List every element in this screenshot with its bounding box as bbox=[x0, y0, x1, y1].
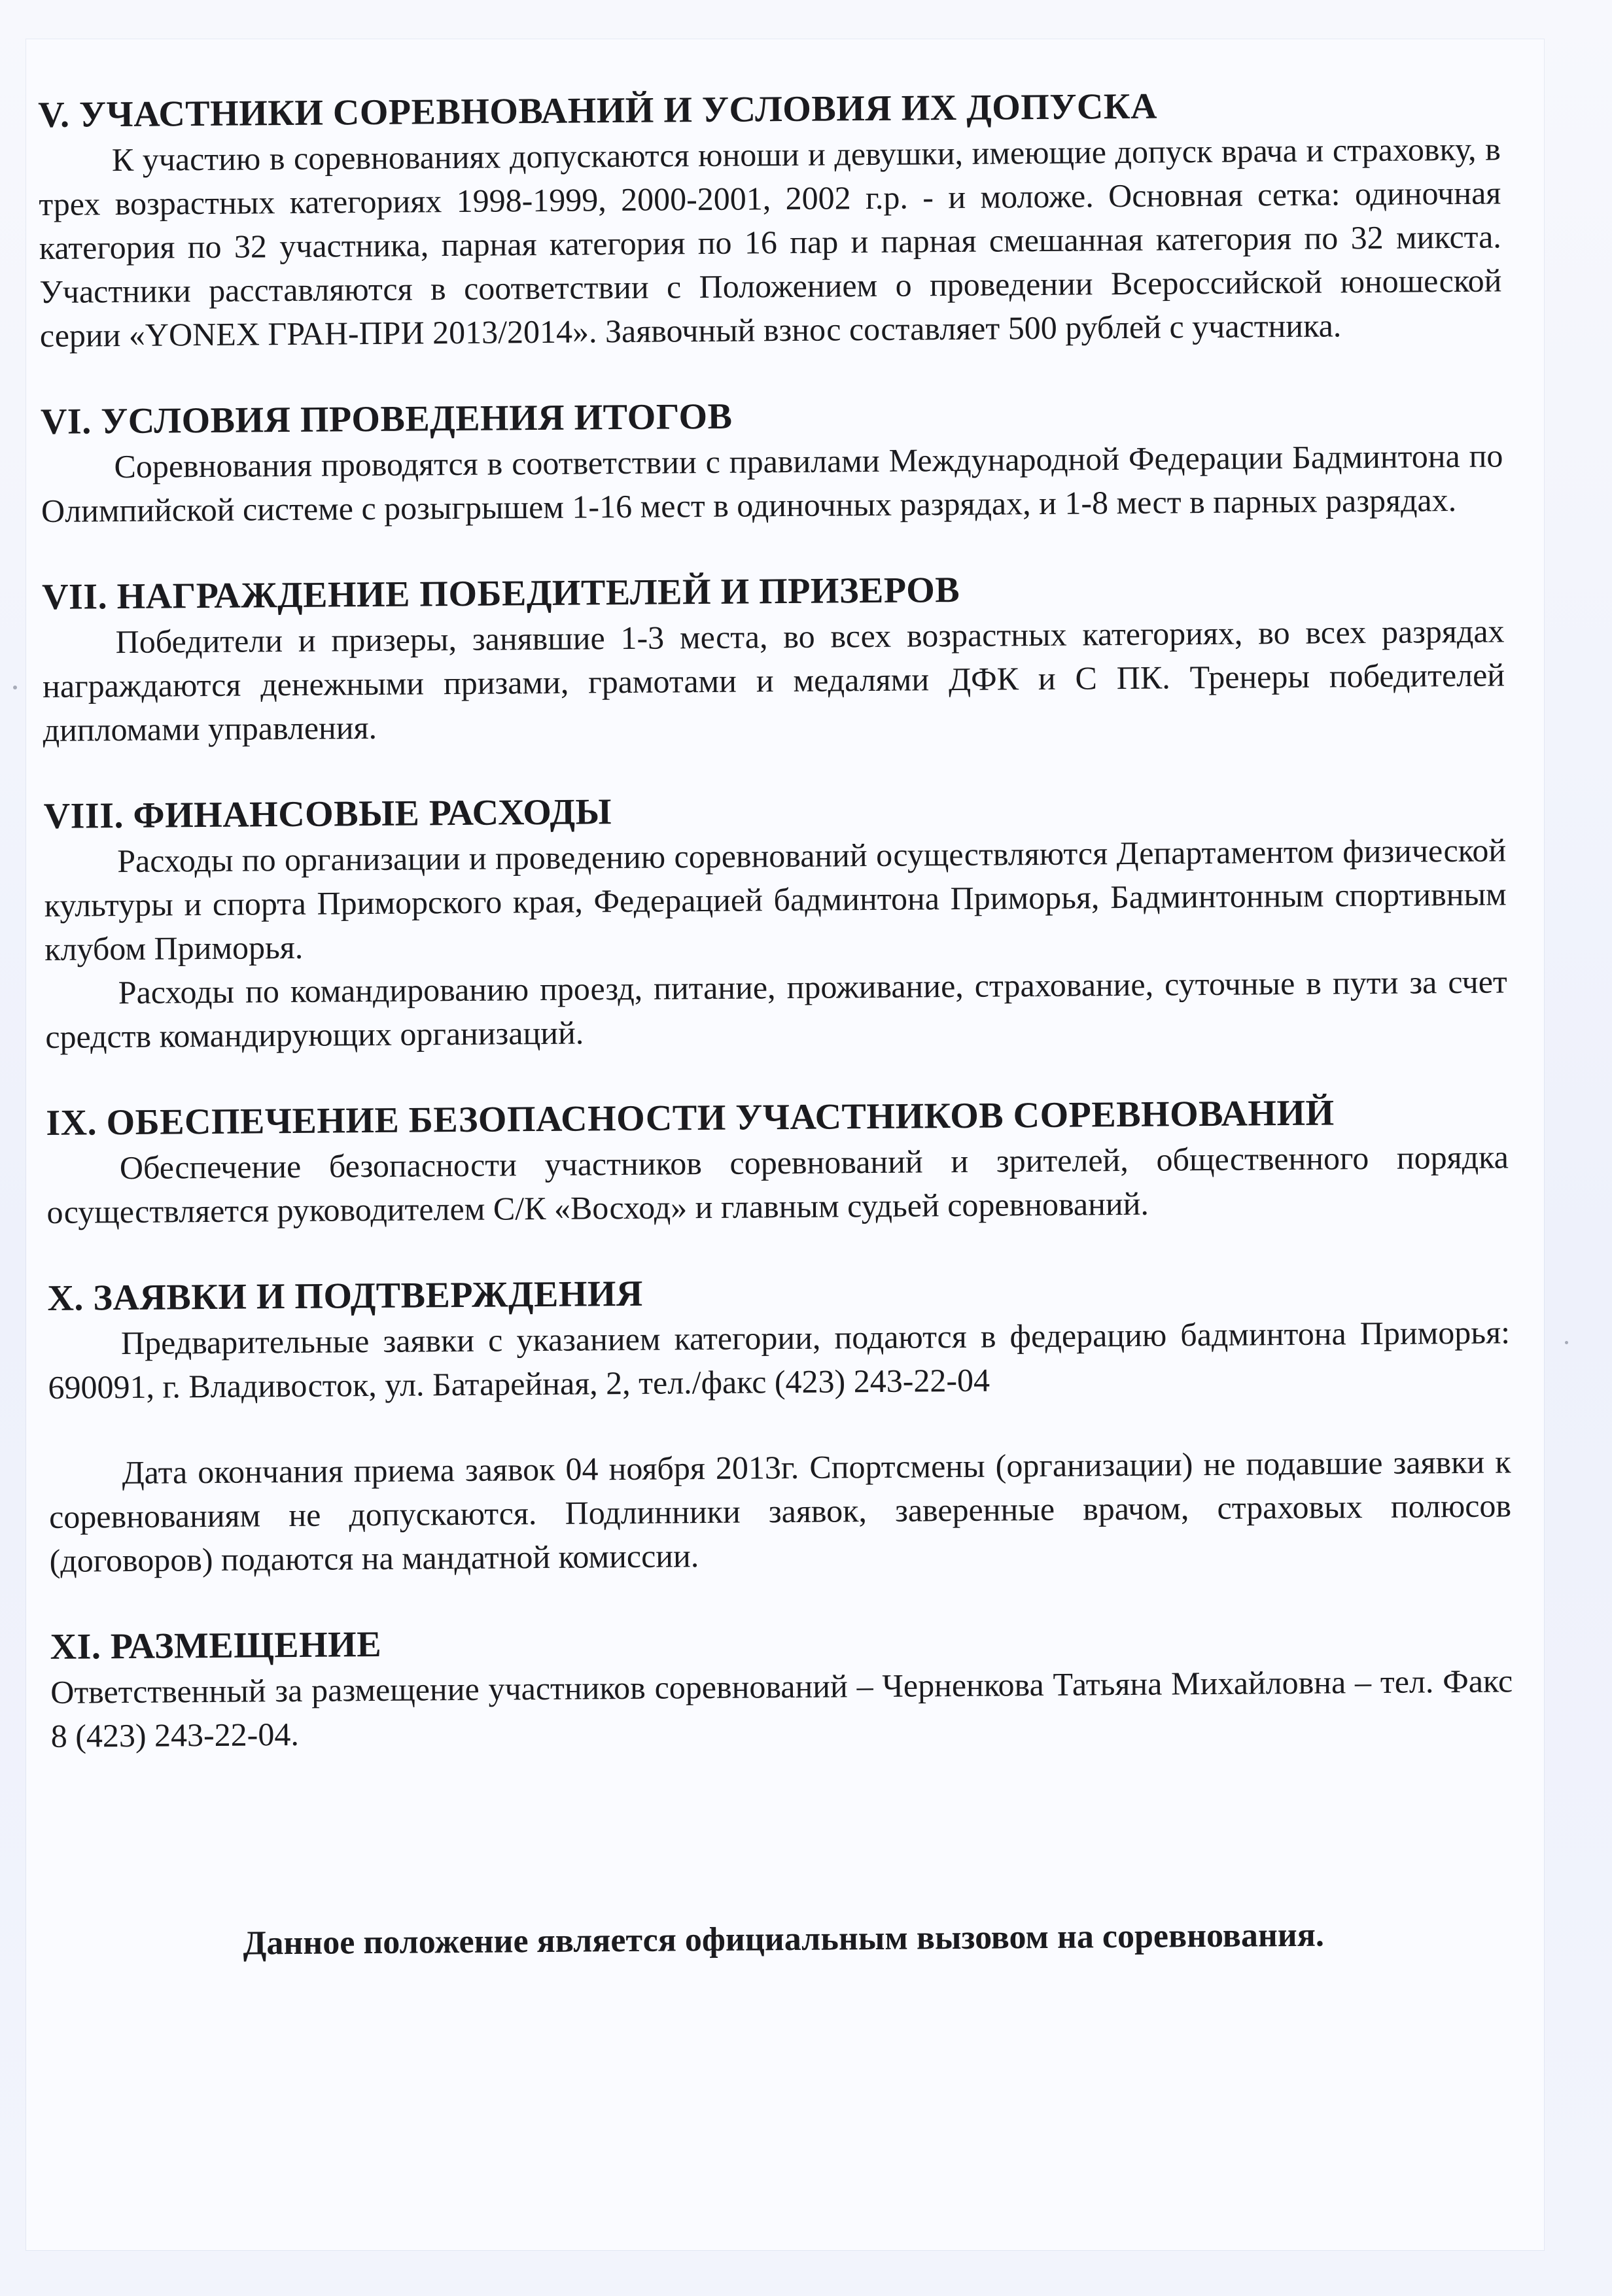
section-heading: VII. НАГРАЖДЕНИЕ ПОБЕДИТЕЛЕЙ И ПРИЗЕРОВ bbox=[41, 569, 960, 617]
section-heading: XI. РАЗМЕЩЕНИЕ bbox=[50, 1624, 382, 1667]
section-financial-expenses bbox=[43, 782, 1507, 1059]
section-paragraph: Предварительные заявки с указанием категории, подаются в федерацию бадминтона Приморья: 690091, г. Владивосток, ул. Батарейная, 2, тел./факс (423) 243-22-04 bbox=[48, 1313, 1511, 1406]
section-paragraph: Соревнования проводятся в соответствии с правилами Международной Федерации Бадминтона по Олимпийской системе с розыгрышем 1-16 мест в одиночных разрядах, и 1-8 мест в парных разрядах. bbox=[41, 437, 1503, 529]
section-applications bbox=[47, 1264, 1512, 1583]
section-heading: IX. ОБЕСПЕЧЕНИЕ БЕЗОПАСНОСТИ УЧАСТНИКОВ СОРЕВНОВАНИЙ bbox=[46, 1092, 1335, 1143]
section-accommodation bbox=[50, 1613, 1513, 1758]
section-heading: VIII. ФИНАНСОВЫЕ РАСХОДЫ bbox=[43, 791, 612, 837]
closing-statement: Данное положение является официальным вызовом на соревнования. bbox=[243, 1916, 1325, 1962]
section-safety bbox=[46, 1089, 1509, 1234]
scan-speck bbox=[1565, 1341, 1568, 1344]
section-awards bbox=[42, 563, 1505, 752]
section-heading: V. УЧАСТНИКИ СОРЕВНОВАНИЙ И УСЛОВИЯ ИХ ДОПУСКА bbox=[38, 86, 1158, 135]
section-heading: X. ЗАЯВКИ И ПОДТВЕРЖДЕНИЯ bbox=[47, 1273, 644, 1319]
section-paragraph: Дата окончания приема заявок 04 ноября 2013г. Спортсмены (организации) не подавшие заявки к соревнованиям не допускаются. Подлинники заявок, заверенные врачом, страховых полюсов (договоров) подаются на мандатной комиссии. bbox=[48, 1443, 1512, 1579]
section-paragraph: Расходы по командированию проезд, питание, проживание, страхование, суточные в пути за счет средств командирующих организаций. bbox=[45, 963, 1507, 1055]
section-paragraph: К участию в соревнованиях допускаются юноши и девушки, имеющие допуск врача и страховку, в трех возрастных категориях 1998-1999, 2000-2001, 2002 г.р. - и моложе. Основная сетка: одиночная категория по 32 участника, парная категория по 16 пар и парная смешанная категория по 32 микста. Участники расставляются в соответствии с Положением о проведении Всероссийской юношеской серии «YONEX ГРАН-ПРИ 2013/2014». Заявочный взнос составляет 500 рублей с участника. bbox=[39, 130, 1502, 354]
section-paragraph: Расходы по организации и проведению соревнований осуществляются Департаментом физической культуры и спорта Приморского края, Федерацией бадминтона Приморья, Бадминтонным спортивным клубом Приморья. bbox=[44, 831, 1507, 967]
section-participants bbox=[38, 81, 1502, 358]
section-results-conditions bbox=[41, 388, 1504, 533]
document-body bbox=[38, 81, 1513, 1962]
scan-speck bbox=[13, 686, 17, 689]
section-paragraph: Обеспечение безопасности участников соревнований и зрителей, общественного порядка осуществляется руководителем С/К «Восход» и главным судьей соревнований. bbox=[46, 1138, 1509, 1230]
section-heading: VI. УСЛОВИЯ ПРОВЕДЕНИЯ ИТОГОВ bbox=[40, 396, 733, 442]
section-paragraph: Ответственный за размещение участников соревнований – Черненкова Татьяна Михайловна – тел. Факс 8 (423) 243-22-04. bbox=[50, 1662, 1513, 1754]
section-paragraph: Победители и призеры, занявшие 1-3 места, во всех возрастных категориях, во всех разрядах награждаются денежными призами, грамотами и медалями ДФК и С ПК. Тренеры победителей дипломами управления. bbox=[42, 612, 1505, 748]
